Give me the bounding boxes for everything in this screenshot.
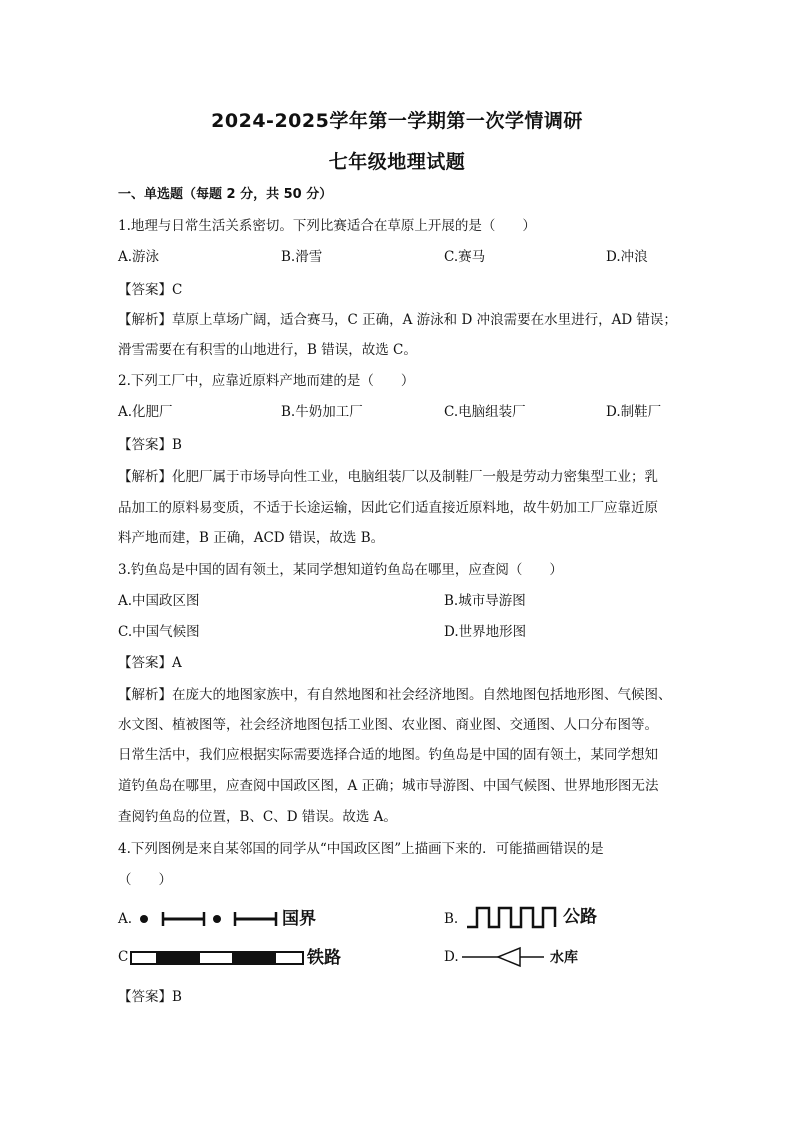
question-1-option-d: D.冲浪 — [606, 249, 648, 265]
question-1-option-c: C.赛马 — [444, 249, 486, 265]
question-1-option-b: B.滑雪 — [281, 249, 323, 265]
question-3-option-d: D.世界地形图 — [444, 624, 527, 640]
exam-title: 2024-2025学年第一学期第一次学情调研 — [211, 110, 583, 132]
railway-symbol — [130, 950, 304, 966]
question-4-stem-paren: （ ） — [118, 872, 172, 888]
question-2-option-a: A.化肥厂 — [118, 404, 173, 420]
question-1-answer: 【答案】C — [118, 282, 183, 298]
question-4-stem: 4.下列图例是来自某邻国的同学从“中国政区图”上描画下来的．可能描画错误的是 — [118, 841, 604, 857]
question-3-analysis-line: 道钓鱼岛在哪里，应查阅中国政区图，A 正确；城市导游图、中国气候图、世界地形图无法 — [118, 778, 659, 794]
question-3-analysis-line: 水文图、植被图等，社会经济地图包括工业图、农业图、商业图、交通图、人口分布图等。 — [118, 717, 658, 733]
question-4-answer: 【答案】B — [118, 989, 182, 1005]
question-3-analysis-line: 查阅钓鱼岛的位置，B、C、D 错误。故选 A。 — [118, 809, 397, 825]
question-3-stem: 3.钓鱼岛是中国的固有领土，某同学想知道钓鱼岛在哪里，应查阅（ ） — [118, 562, 563, 578]
question-4-option-b-letter: B. — [444, 911, 459, 927]
question-2-option-c: C.电脑组装厂 — [444, 404, 526, 420]
question-3-option-a: A.中国政区图 — [118, 593, 200, 609]
question-4-option-d-letter: D. — [444, 949, 459, 965]
question-2-option-b: B.牛奶加工厂 — [281, 404, 363, 420]
question-3-analysis-line: 【解析】在庞大的地图家族中，有自然地图和社会经济地图。自然地图包括地形图、气候图、 — [118, 687, 672, 703]
question-2-answer: 【答案】B — [118, 437, 182, 453]
question-4-option-c-label: 铁路 — [307, 948, 341, 968]
question-4-option-a-letter: A. — [118, 911, 133, 927]
national-border-symbol — [134, 908, 280, 930]
question-4-option-d-label: 水库 — [550, 950, 578, 966]
question-2-analysis-line: 料产地而建，B 正确，ACD 错误，故选 B。 — [118, 530, 385, 546]
question-4-option-b-label: 公路 — [563, 907, 597, 927]
question-4-option-a-label: 国界 — [282, 909, 316, 929]
question-1-analysis-line: 滑雪需要在有积雪的山地进行，B 错误，故选 C。 — [118, 342, 417, 358]
question-3-analysis-line: 日常生活中，我们应根据实际需要选择合适的地图。钓鱼岛是中国的固有领土，某同学想知 — [118, 747, 658, 763]
question-2-analysis-line: 品加工的原料易变质，不适于长途运输，因此它们适直接近原料地，故牛奶加工厂应靠近原 — [118, 500, 658, 516]
question-1-stem: 1.地理与日常生活关系密切。下列比赛适合在草原上开展的是（ ） — [118, 218, 536, 234]
question-3-option-c: C.中国气候图 — [118, 624, 200, 640]
reservoir-symbol — [462, 946, 546, 968]
section-heading: 一、单选题（每题 2 分，共 50 分） — [118, 187, 333, 202]
exam-subtitle: 七年级地理试题 — [328, 151, 466, 173]
question-4-option-c-letter: C — [118, 949, 129, 965]
question-2-analysis-line: 【解析】化肥厂属于市场导向性工业，电脑组装厂以及制鞋厂一般是劳动力密集型工业；乳 — [118, 469, 658, 485]
question-2-option-d: D.制鞋厂 — [606, 404, 662, 420]
question-1-option-a: A.游泳 — [118, 249, 160, 265]
question-3-option-b: B.城市导游图 — [444, 593, 526, 609]
highway-symbol — [465, 905, 557, 929]
question-2-stem: 2.下列工厂中，应靠近原料产地而建的是（ ） — [118, 373, 415, 389]
question-1-analysis-line: 【解析】草原上草场广阔，适合赛马，C 正确，A 游泳和 D 冲浪需要在水里进行，AD 错误； — [118, 312, 677, 328]
question-3-answer: 【答案】A — [118, 655, 182, 671]
